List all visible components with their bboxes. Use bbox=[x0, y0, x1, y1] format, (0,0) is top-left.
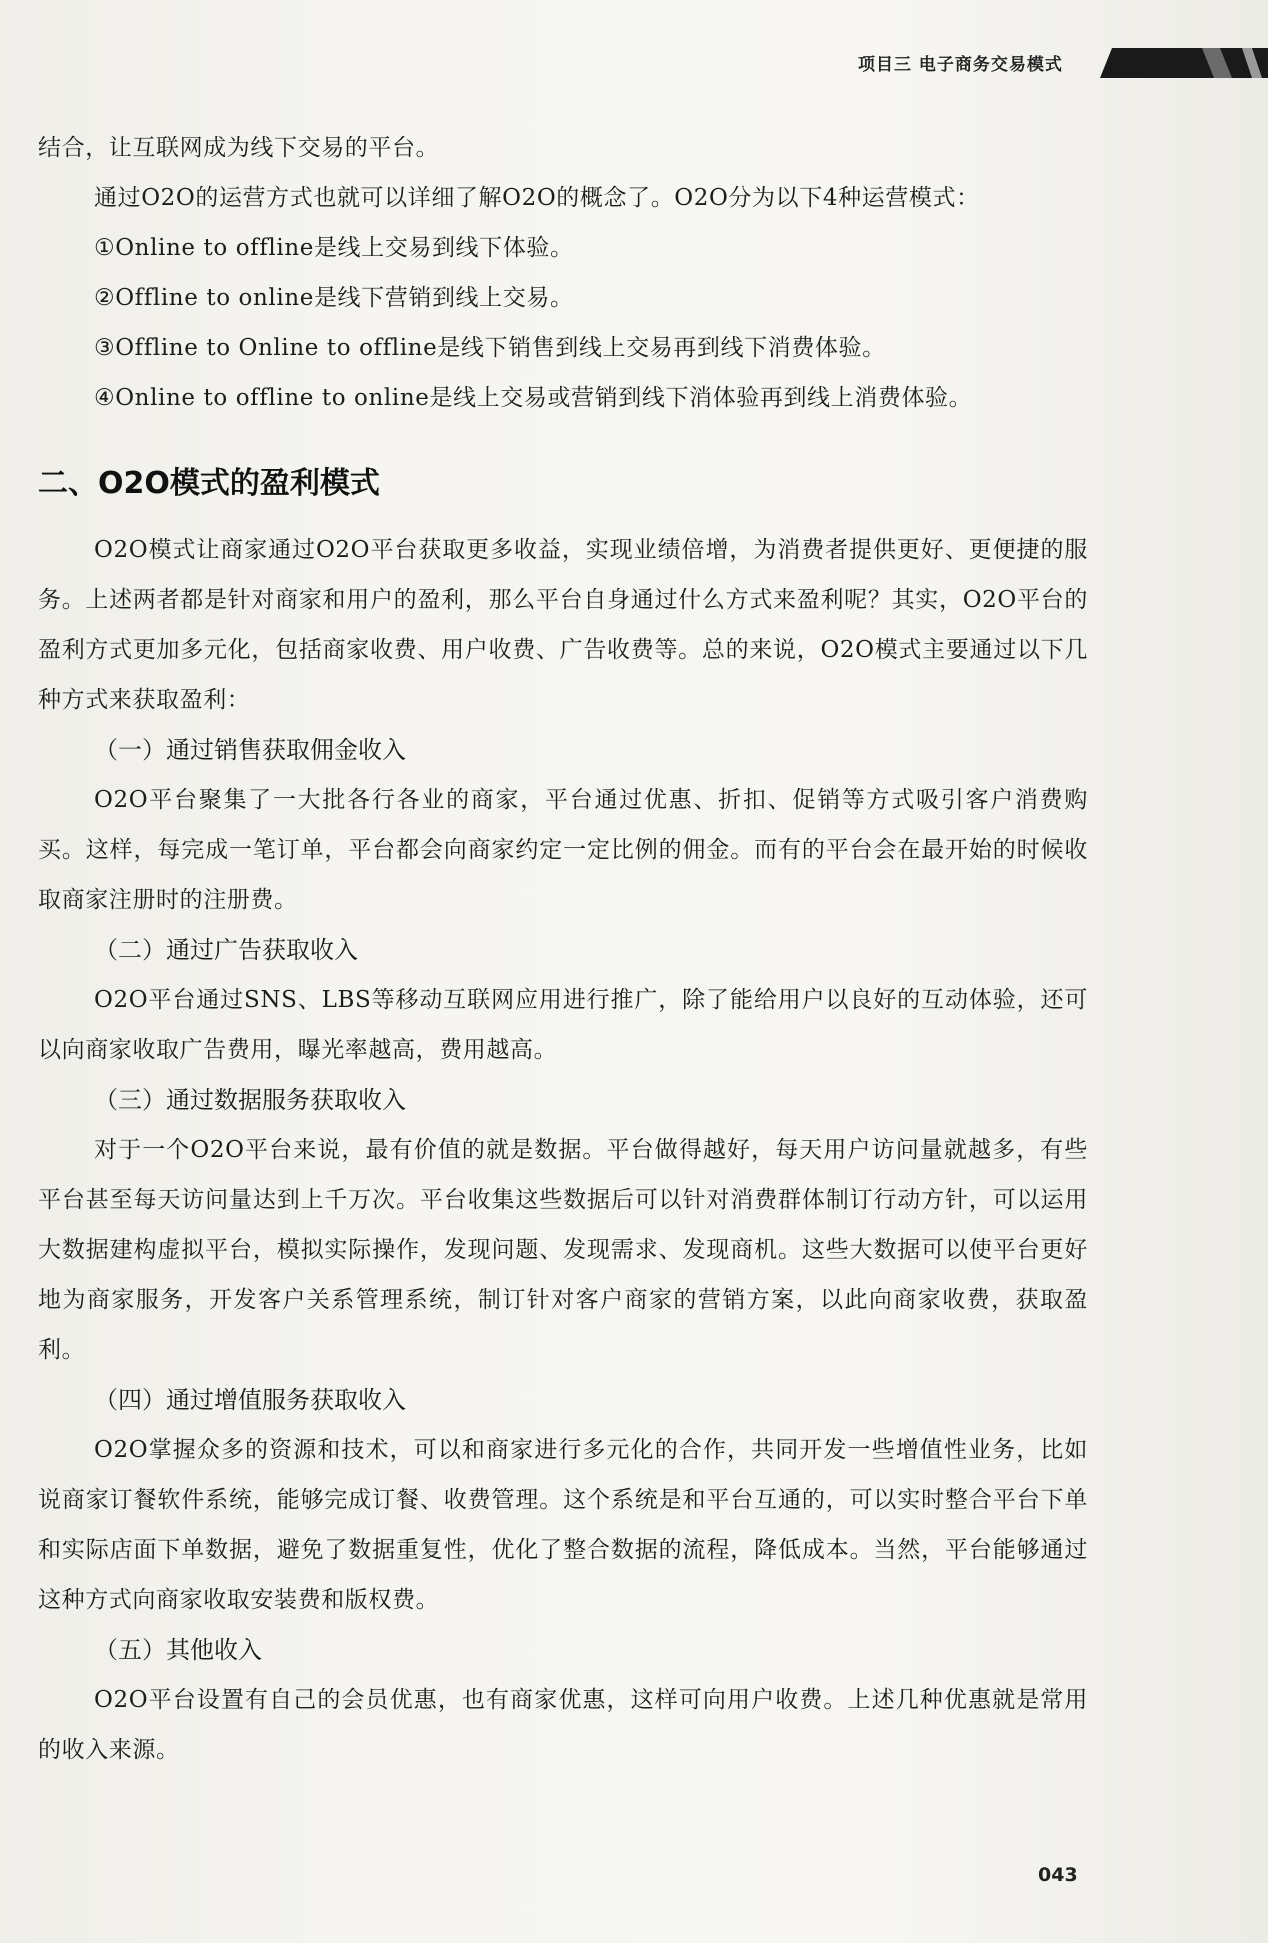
subsection-body-1: O2O平台聚集了一大批各行各业的商家，平台通过优惠、折扣、促销等方式吸引客户消费购买。这样，每完成一笔订单，平台都会向商家约定一定比例的佣金。而有的平台会在最开始的时候收取商家注册时的注册费。 bbox=[38, 787, 1088, 913]
section-body bbox=[38, 525, 1088, 1775]
intro-line-2: 通过O2O的运营方式也就可以详细了解O2O的概念了。O2O分为以下4种运营模式： bbox=[94, 185, 980, 211]
subsection-body-2: O2O平台通过SNS、LBS等移动互联网应用进行推广，除了能给用户以良好的互动体验，还可以向商家收取广告费用，曝光率越高，费用越高。 bbox=[38, 987, 1088, 1063]
subsection-title-2: （二）通过广告获取收入 bbox=[94, 936, 358, 964]
subsection-body-3: 对于一个O2O平台来说，最有价值的就是数据。平台做得越好，每天用户访问量就越多，有些平台甚至每天访问量达到上千万次。平台收集这些数据后可以针对消费群体制订行动方针，可以运用大数据建构虚拟平台，模拟实际操作，发现问题、发现需求、发现商机。这些大数据可以使平台更好地为商家服务，开发客户关系管理系统，制订针对客户商家的营销方案，以此向商家收费，获取盈利。 bbox=[38, 1137, 1088, 1363]
page-number: 043 bbox=[1038, 1864, 1078, 1886]
subsection-title-3: （三）通过数据服务获取收入 bbox=[94, 1086, 406, 1114]
subsection-title-5: （五）其他收入 bbox=[94, 1636, 262, 1664]
intro-line-1: 结合，让互联网成为线下交易的平台。 bbox=[38, 135, 440, 161]
mode-item-4: ④Online to offline to online是线上交易或营销到线下消体验再到线上消费体验。 bbox=[94, 385, 973, 411]
subsection-title-4: （四）通过增值服务获取收入 bbox=[94, 1386, 406, 1414]
mode-item-1: ①Online to offline是线上交易到线下体验。 bbox=[94, 235, 574, 261]
subsection-title-1: （一）通过销售获取佣金收入 bbox=[94, 736, 406, 764]
running-header: 项目三 电子商务交易模式 bbox=[858, 55, 1063, 75]
subsection-body-5: O2O平台设置有自己的会员优惠，也有商家优惠，这样可向用户收费。上述几种优惠就是常用的收入来源。 bbox=[38, 1687, 1088, 1763]
subsection-body-4: O2O掌握众多的资源和技术，可以和商家进行多元化的合作，共同开发一些增值性业务，比如说商家订餐软件系统，能够完成订餐、收费管理。这个系统是和平台互通的，可以实时整合平台下单和实际店面下单数据，避免了数据重复性，优化了整合数据的流程，降低成本。当然，平台能够通过这种方式向商家收取安装费和版权费。 bbox=[38, 1437, 1088, 1613]
intro-block bbox=[38, 123, 1088, 423]
mode-item-2: ②Offline to online是线下营销到线上交易。 bbox=[94, 285, 574, 311]
mode-item-3: ③Offline to Online to offline是线下销售到线上交易再到线下消费体验。 bbox=[94, 335, 886, 361]
header-decoration-bar bbox=[1092, 48, 1268, 78]
section-intro-paragraph: O2O模式让商家通过O2O平台获取更多收益，实现业绩倍增，为消费者提供更好、更便捷的服务。上述两者都是针对商家和用户的盈利，那么平台自身通过什么方式来盈利呢？其实，O2O平台的盈利方式更加多元化，包括商家收费、用户收费、广告收费等。总的来说，O2O模式主要通过以下几种方式来获取盈利： bbox=[38, 537, 1088, 713]
section-heading: 二、O2O模式的盈利模式 bbox=[38, 466, 380, 501]
